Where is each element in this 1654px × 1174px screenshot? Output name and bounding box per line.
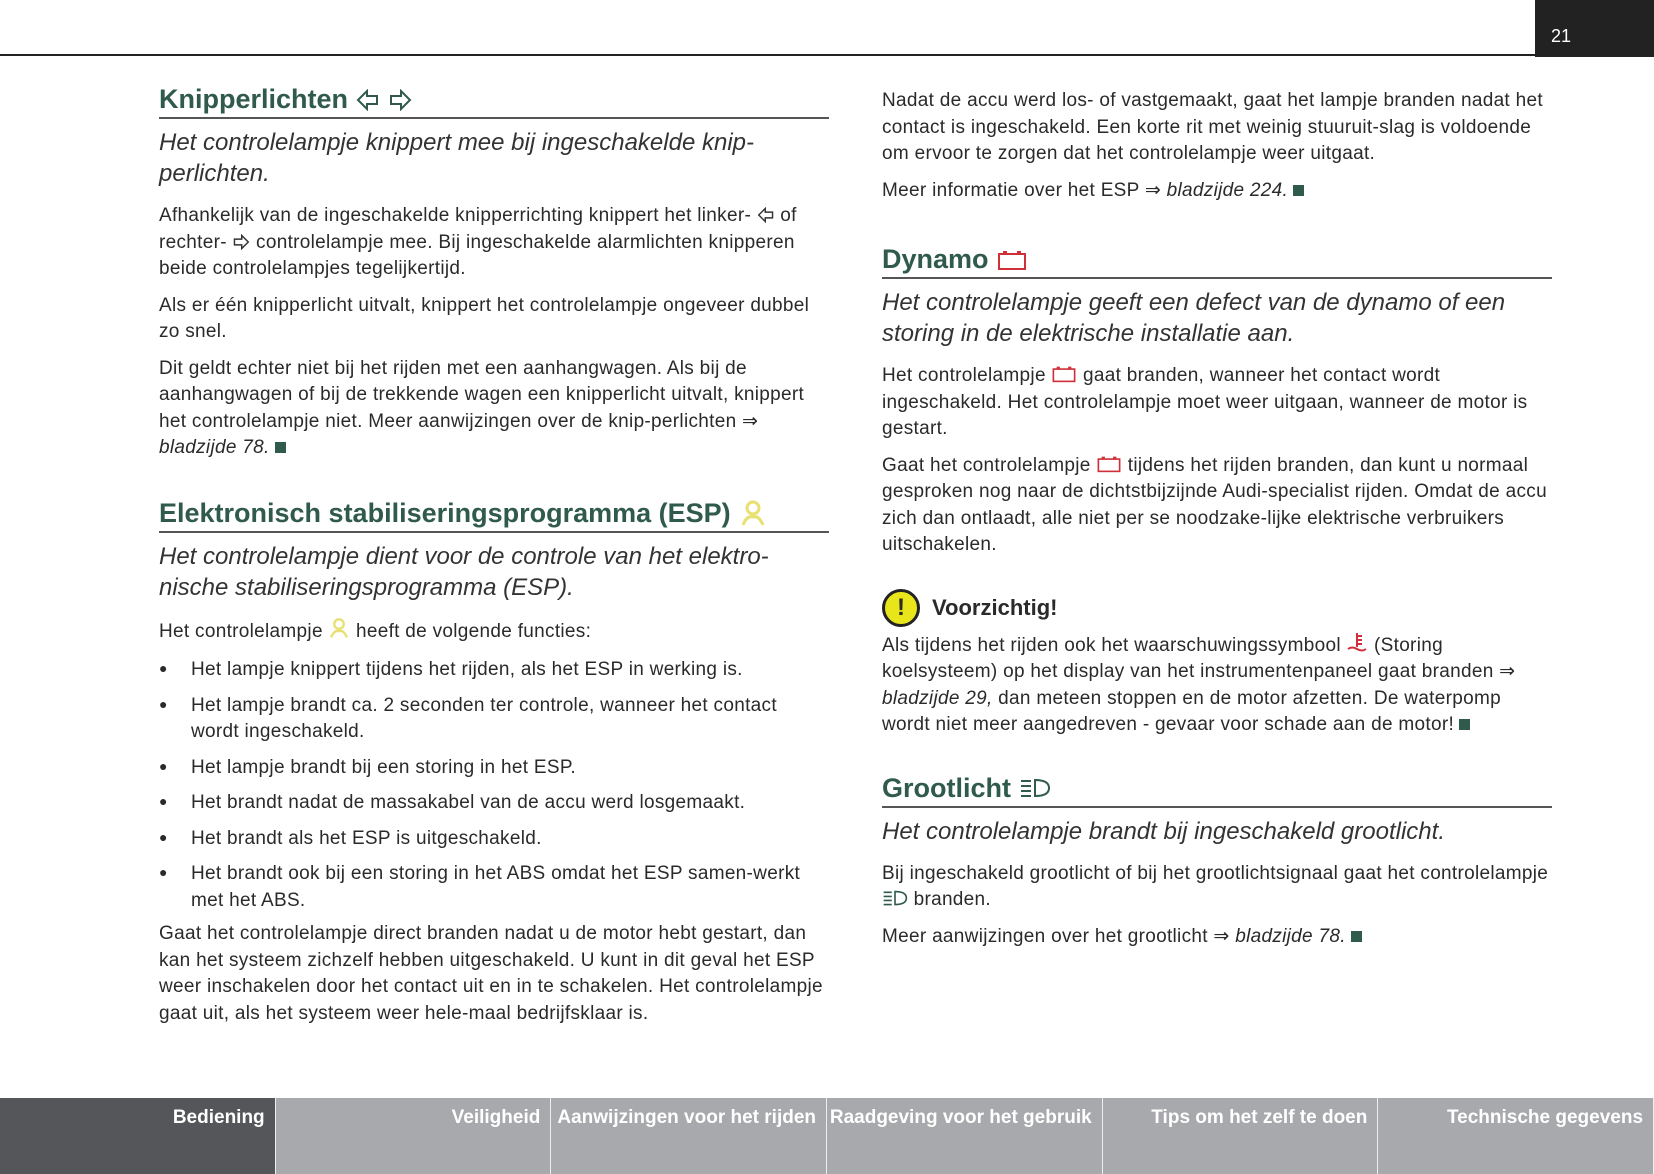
section-intro: Het controlelampje geeft een defect van de dynamo of een storing in de elektrische installatie aan. bbox=[882, 289, 1506, 347]
nav-tab-veiligheid[interactable]: Veiligheid bbox=[276, 1098, 552, 1174]
high-beam-icon bbox=[1019, 777, 1051, 799]
page-reference-link[interactable]: bladzijde 224. bbox=[1166, 179, 1289, 201]
section-title-dynamo: Dynamo bbox=[882, 244, 1552, 279]
nav-tab-raadgeving[interactable]: Raadgeving voor het gebruik bbox=[827, 1098, 1103, 1174]
end-marker bbox=[1459, 719, 1470, 730]
esp-icon bbox=[739, 499, 767, 527]
paragraph: Als tijdens het rijden ook het waarschuwingssymbool (Storing koelsysteem) op het display van het instrumentenpaneel gaat branden ⇒ bladzijde 29, dan meteen stoppen en de motor afzetten. De waterpomp wordt niet meer aangedreven - gevaar voor schade aan de motor! bbox=[882, 631, 1552, 739]
section-intro: Het controlelampje dient voor de controle van het elektro-nische stabiliseringsprogramma (ESP). bbox=[159, 542, 769, 601]
section-intro: Het controlelampje brandt bij ingeschakeld grootlicht. bbox=[882, 817, 1445, 845]
function-list bbox=[159, 655, 829, 914]
section-title-esp: Elektronisch stabiliseringsprogramma (ESP) bbox=[159, 498, 829, 533]
paragraph: Nadat de accu werd los- of vastgemaakt, gaat het lampje branden nadat het contact is ingeschakeld. Een korte rit met weinig stuuruit-slag is voldoende om ervoor te zorgen dat het controlelampje weer uitgaat. bbox=[882, 90, 1543, 164]
paragraph: Meer aanwijzingen over het grootlicht ⇒ bladzijde 78. bbox=[882, 924, 1552, 951]
battery-icon bbox=[1096, 455, 1122, 473]
list-item: ● Het lampje brandt ca. 2 seconden ter controle, wanneer het contact wordt ingeschakeld. bbox=[159, 691, 829, 746]
turn-right-icon bbox=[388, 89, 412, 111]
page-reference-link[interactable]: bladzijde 29, bbox=[882, 687, 993, 709]
paragraph: Gaat het controlelampje tijdens het rijden branden, dan kunt u normaal gesproken nog naar de dichtstbijzijnde Audi-specialist rijden. Omdat de accu zich dan ontlaadt, alle niet per se noodzake-lijke elektrische verbruikers uitschakelen. bbox=[882, 454, 1547, 555]
caution-title: Voorzichtig! bbox=[932, 594, 1058, 620]
page-reference-link[interactable]: bladzijde 78. bbox=[1235, 925, 1346, 947]
battery-icon bbox=[1051, 365, 1077, 383]
turn-left-icon bbox=[757, 207, 775, 223]
end-marker bbox=[1293, 185, 1304, 196]
chapter-nav bbox=[0, 1098, 1654, 1174]
nav-tab-aanwijzingen[interactable]: Aanwijzingen voor het rijden bbox=[551, 1098, 827, 1174]
section-title-knipperlichten: Knipperlichten bbox=[159, 84, 829, 119]
paragraph: Dit geldt echter niet bij het rijden met een aanhangwagen. Als bij de aanhangwagen of bij de trekkende wagen een knipperlicht uitvalt, knippert het controlelampje niet. Meer aanwijzingen over de knip-perlichten ⇒ bladzijde 78. bbox=[159, 357, 805, 458]
turn-left-icon bbox=[356, 89, 380, 111]
paragraph: Bij ingeschakeld grootlicht of bij het grootlichtsignaal gaat het controlelampje branden. bbox=[882, 862, 1549, 910]
high-beam-icon bbox=[882, 889, 908, 907]
list-item: ● Het brandt ook bij een storing in het ABS omdat het ESP samen-werkt met het ABS. bbox=[159, 859, 829, 914]
coolant-temperature-icon bbox=[1346, 631, 1368, 653]
header-rule bbox=[0, 54, 1535, 56]
nav-tab-technische-gegevens[interactable]: Technische gegevens bbox=[1378, 1098, 1654, 1174]
nav-tab-tips[interactable]: Tips om het zelf te doen bbox=[1103, 1098, 1379, 1174]
list-item: ● Het brandt als het ESP is uitgeschakeld. bbox=[159, 824, 829, 853]
left-column bbox=[159, 84, 829, 1037]
section-title-grootlicht: Grootlicht bbox=[882, 773, 1552, 808]
paragraph: Het controlelampje heeft de volgende functies: bbox=[159, 617, 829, 646]
right-column bbox=[882, 88, 1552, 960]
nav-tab-bediening[interactable]: Bediening bbox=[0, 1098, 276, 1174]
list-item: ● Het lampje brandt bij een storing in het ESP. bbox=[159, 753, 829, 782]
turn-right-icon bbox=[232, 234, 250, 250]
battery-icon bbox=[997, 249, 1027, 271]
warning-icon: ! bbox=[882, 589, 920, 627]
list-item: ● Het brandt nadat de massakabel van de accu werd losgemaakt. bbox=[159, 788, 829, 817]
end-marker bbox=[1351, 931, 1362, 942]
paragraph: Gaat het controlelampje direct branden nadat u de motor hebt gestart, dan kan het systeem zichzelf hebben uitgeschakeld. U kunt in dit geval het ESP weer inschakelen door het contact uit en in te schakelen. Het controlelampje gaat uit, als het systeem weer hele-maal bedrijfsklaar is. bbox=[159, 923, 823, 1024]
paragraph: Afhankelijk van de ingeschakelde knipperrichting knippert het linker- of rechter- controlelampje mee. Bij ingeschakelde alarmlichten knipperen beide controlelampjes tegelijkertijd. bbox=[159, 205, 797, 279]
paragraph: Als er één knipperlicht uitvalt, knippert het controlelampje ongeveer dubbel zo snel. bbox=[159, 294, 810, 342]
page-reference-link[interactable]: bladzijde 78. bbox=[159, 437, 270, 458]
page-number: 21 bbox=[1535, 0, 1654, 57]
caution-box bbox=[882, 589, 1552, 739]
paragraph: Meer informatie over het ESP ⇒ bladzijde 224. bbox=[882, 178, 1552, 205]
section-intro: Het controlelampje knippert mee bij ingeschakelde knip-perlichten. bbox=[159, 129, 754, 187]
end-marker bbox=[275, 442, 286, 453]
paragraph: Het controlelampje gaat branden, wanneer het contact wordt ingeschakeld. Het controlelampje moet weer uitgaan, wanneer de motor is gestart. bbox=[882, 365, 1528, 439]
list-item: ● Het lampje knippert tijdens het rijden, als het ESP in werking is. bbox=[159, 655, 829, 684]
esp-icon bbox=[328, 617, 350, 639]
